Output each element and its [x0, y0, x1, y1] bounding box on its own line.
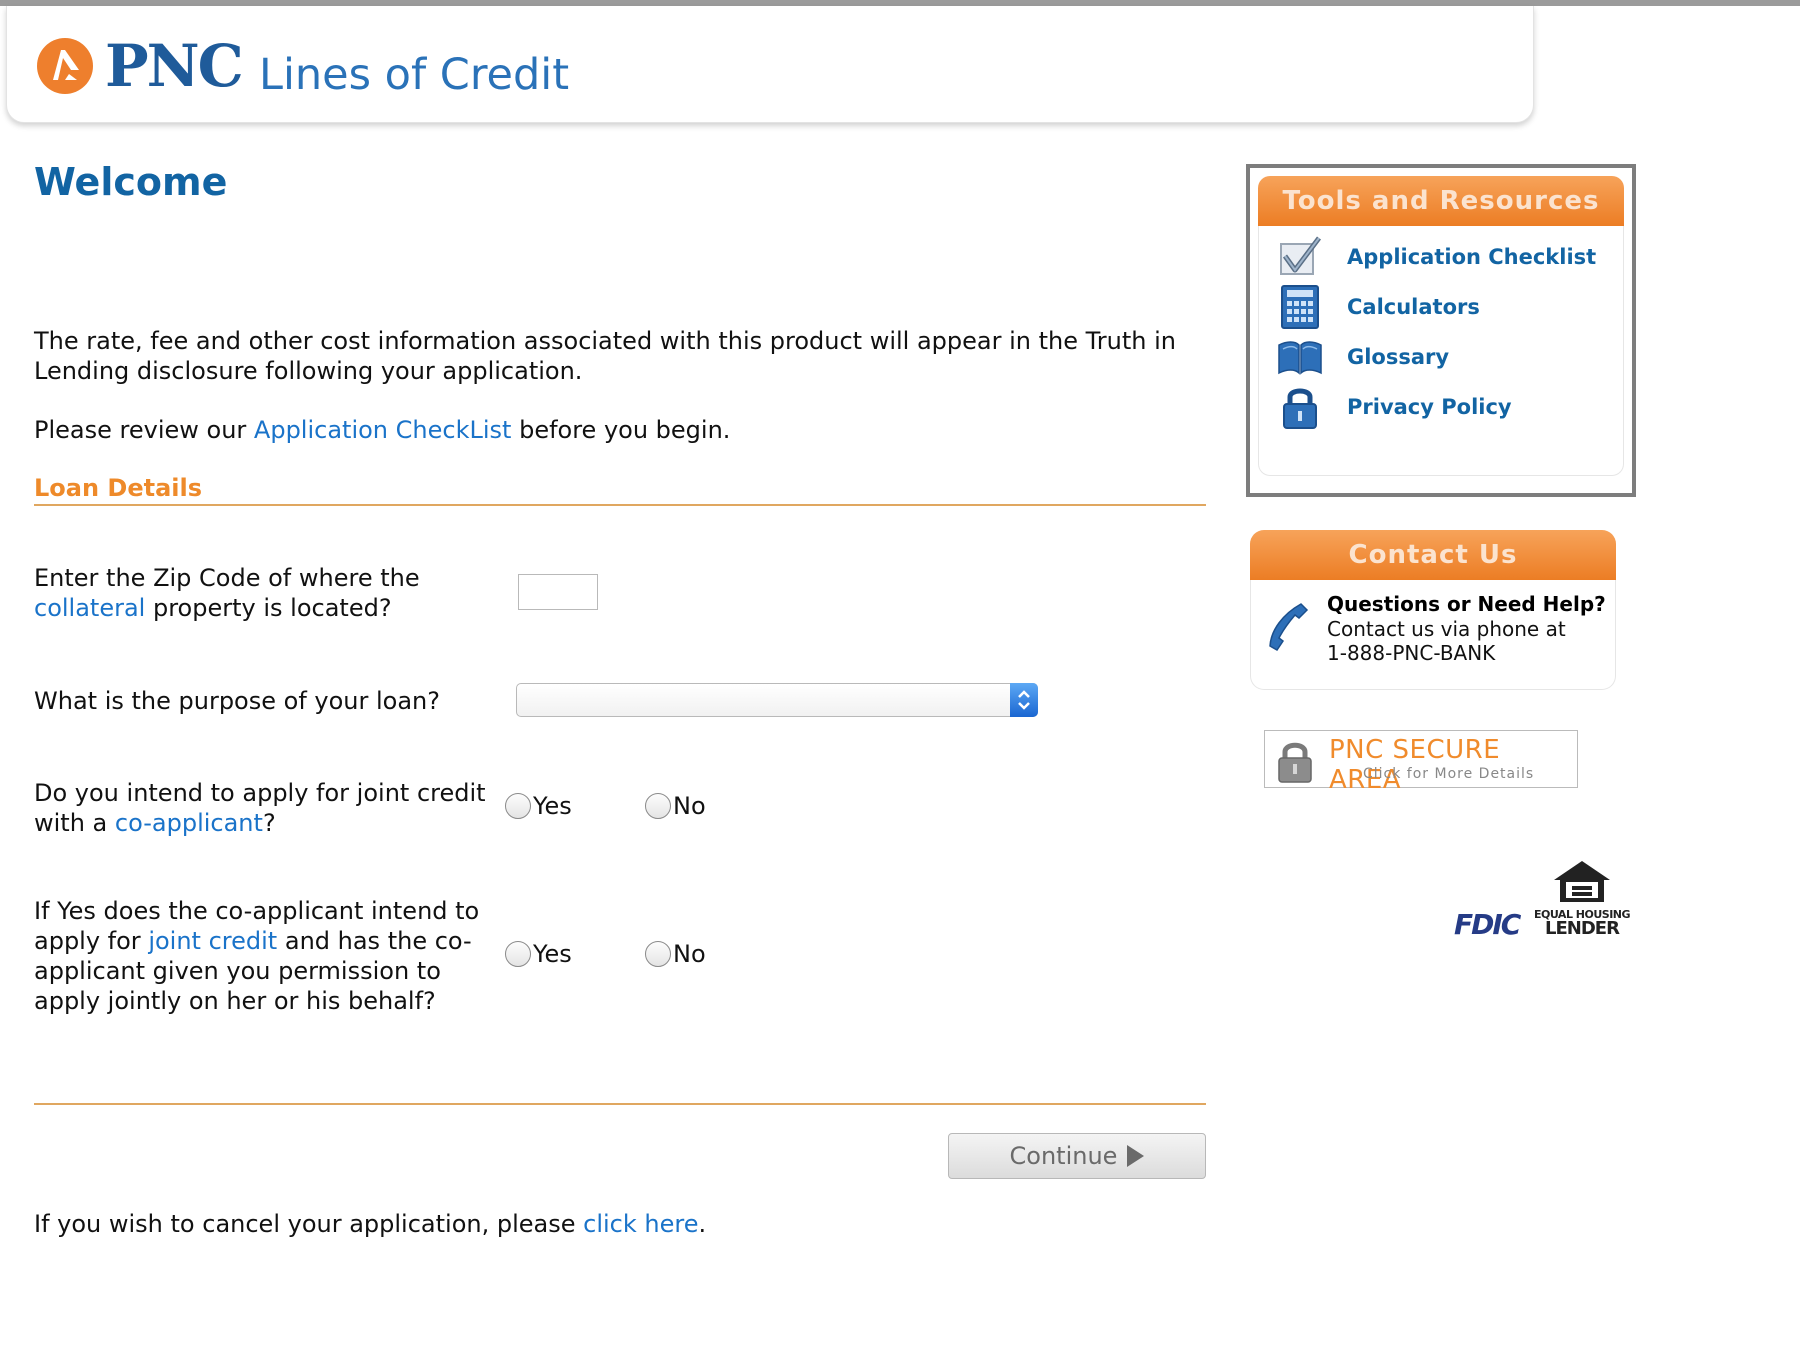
- zip-question-label: [34, 563, 420, 623]
- site-header: [6, 6, 1534, 123]
- tool-label-application-checklist[interactable]: Application Checklist: [1347, 245, 1597, 269]
- permission-line2-suffix: and has the co-: [284, 927, 472, 955]
- permission-no-radio[interactable]: [645, 941, 671, 967]
- contact-us-panel: [1250, 530, 1616, 690]
- joint-credit-question-label: [34, 778, 486, 838]
- brand-name[interactable]: PNC: [105, 32, 242, 100]
- purpose-question-label: What is the purpose of your loan?: [34, 687, 440, 715]
- pnc-logo-icon[interactable]: [35, 36, 95, 96]
- select-arrows-icon[interactable]: [1010, 683, 1038, 717]
- review-suffix: before you begin.: [519, 416, 731, 444]
- phone-icon: [1265, 600, 1311, 654]
- permission-line1: If Yes does the co-applicant intend to: [34, 897, 480, 925]
- tool-item-privacy-policy[interactable]: [1277, 384, 1512, 430]
- tool-item-application-checklist[interactable]: [1277, 234, 1596, 280]
- padlock-icon: [1275, 739, 1315, 783]
- equal-housing-lender-text: LENDER: [1545, 918, 1619, 939]
- contact-us-heading: Contact Us: [1250, 530, 1616, 580]
- checklist-icon: [1277, 234, 1323, 280]
- book-icon: [1277, 334, 1323, 380]
- contact-details: [1327, 617, 1566, 665]
- tool-item-calculators[interactable]: [1277, 284, 1480, 330]
- tool-item-glossary[interactable]: [1277, 334, 1449, 380]
- contact-line: Contact us via phone at: [1327, 617, 1566, 641]
- pnc-secure-area-badge[interactable]: [1264, 730, 1578, 795]
- tool-label-privacy-policy[interactable]: Privacy Policy: [1347, 395, 1512, 419]
- permission-question-label: [34, 896, 479, 1016]
- joint-credit-yes-label[interactable]: Yes: [533, 792, 572, 820]
- page-title: Welcome: [34, 160, 228, 204]
- intro-text: The rate, fee and other cost information associated with this product will appear in the Truth in Lending disclosure following your application.: [34, 327, 1176, 385]
- tool-label-calculators[interactable]: Calculators: [1347, 295, 1480, 319]
- secure-area-subtitle: Click for More Details: [1363, 766, 1535, 782]
- contact-phone: 1-888-PNC-BANK: [1327, 641, 1496, 665]
- collateral-link[interactable]: collateral: [34, 594, 146, 622]
- permission-yes-label[interactable]: Yes: [533, 940, 572, 968]
- joint-credit-yes-radio[interactable]: [505, 793, 531, 819]
- joint-question-line1: Do you intend to apply for joint credit: [34, 779, 486, 807]
- review-text: [34, 415, 730, 445]
- joint-credit-no-label[interactable]: No: [673, 792, 706, 820]
- permission-line3: applicant given you permission to: [34, 957, 441, 985]
- tools-resources-list: [1258, 226, 1624, 476]
- zip-question-line1: Enter the Zip Code of where the: [34, 564, 420, 592]
- joint-credit-no-option[interactable]: [645, 792, 706, 820]
- loan-purpose-select[interactable]: [516, 683, 1038, 717]
- joint-question-suffix: ?: [262, 809, 276, 837]
- calculator-icon: [1277, 284, 1323, 330]
- tools-resources-heading: Tools and Resources: [1258, 176, 1624, 226]
- continue-button[interactable]: [948, 1133, 1206, 1179]
- play-arrow-icon: [1127, 1145, 1144, 1167]
- zip-code-input[interactable]: [518, 574, 598, 610]
- lock-icon: [1277, 384, 1323, 430]
- tool-label-glossary[interactable]: Glossary: [1347, 345, 1450, 369]
- permission-yes-radio[interactable]: [505, 941, 531, 967]
- permission-line2-prefix: apply for: [34, 927, 141, 955]
- joint-credit-link[interactable]: joint credit: [148, 927, 278, 955]
- application-checklist-link[interactable]: Application CheckList: [253, 416, 512, 444]
- contact-question: Questions or Need Help?: [1327, 592, 1606, 616]
- joint-credit-yes-option[interactable]: [505, 792, 572, 820]
- cancel-prefix: If you wish to cancel your application, please: [34, 1210, 576, 1238]
- continue-label: Continue: [1009, 1142, 1118, 1170]
- fdic-logo: FDIC: [1454, 908, 1520, 941]
- tools-resources-panel: [1246, 164, 1636, 497]
- loan-details-heading: Loan Details: [34, 474, 203, 502]
- permission-yes-option[interactable]: [505, 940, 572, 968]
- equal-housing-lender-logo: [1530, 858, 1634, 942]
- equal-housing-small-text: EQUAL HOUSING: [1533, 908, 1631, 921]
- cancel-click-here-link[interactable]: click here: [583, 1210, 699, 1238]
- permission-line4: apply jointly on her or his behalf?: [34, 987, 436, 1015]
- co-applicant-link[interactable]: co-applicant: [114, 809, 263, 837]
- permission-no-option[interactable]: [645, 940, 706, 968]
- joint-question-prefix: with a: [34, 809, 108, 837]
- contact-us-body: [1250, 580, 1616, 690]
- cancel-text: [34, 1210, 706, 1238]
- section-divider-top: [34, 504, 1206, 506]
- joint-credit-no-radio[interactable]: [645, 793, 671, 819]
- review-prefix: Please review our: [34, 416, 247, 444]
- zip-question-line2: property is located?: [152, 594, 392, 622]
- section-divider-bottom: [34, 1103, 1206, 1105]
- product-name: Lines of Credit: [259, 50, 570, 100]
- permission-no-label[interactable]: No: [673, 940, 706, 968]
- secure-area-title: PNC SECURE AREA: [1329, 735, 1501, 795]
- cancel-suffix: .: [698, 1210, 707, 1238]
- house-icon: [1530, 858, 1634, 908]
